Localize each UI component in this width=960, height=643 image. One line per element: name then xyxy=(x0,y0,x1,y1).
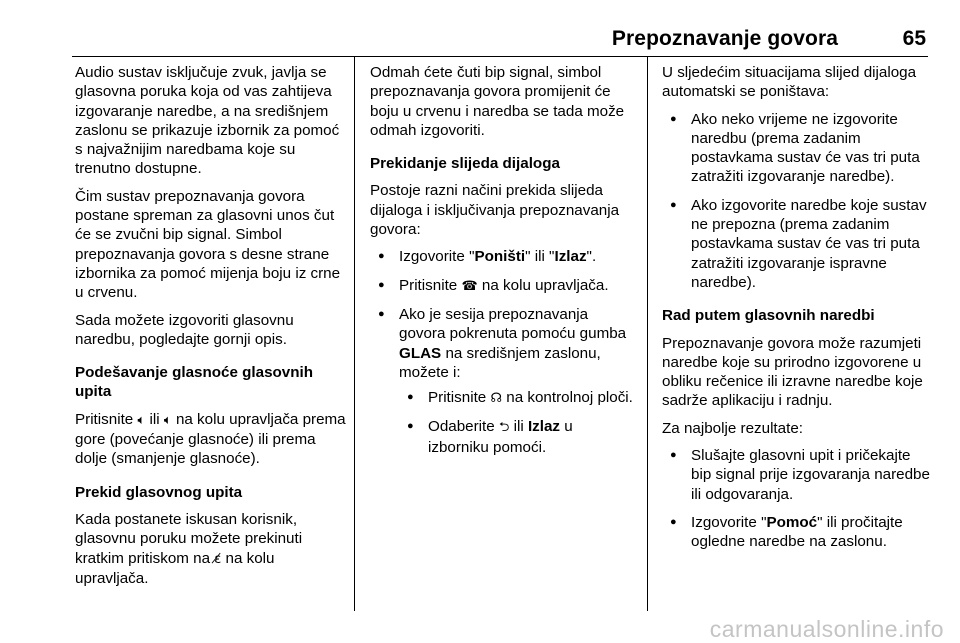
sub-bullet-list xyxy=(399,388,636,457)
list-item: ● Slušajte glasovni upit i pričekajte bip signal prije izgovaranja naredbe ili odgovaranja. xyxy=(662,446,930,504)
column-divider xyxy=(647,56,648,611)
section-heading: Podešavanje glasnoće glasovnih upita xyxy=(75,364,314,401)
section-heading: Prekidanje slijeda dijaloga xyxy=(370,155,560,173)
list-item: ● Odaberite ⮌ ili Izlaz u izborniku pomoći. xyxy=(399,417,636,457)
paragraph: Postoje razni načini prekida slijeda dijaloga i isključivanja prepoznavanja govora: xyxy=(370,182,620,239)
list-item: ● Izgovorite "Poništi" ili "Izlaz". xyxy=(370,247,636,266)
paragraph: Kada postanete iskusan korisnik, glasovnu poruku možete prekinuti kratkim pritiskom na ɛ̸ na kolu upravljača. xyxy=(75,510,303,587)
page-title: Prepoznavanje govora xyxy=(611,27,838,50)
list-item: ● Ako neko vrijeme ne izgovorite naredbu (prema zadanim postavkama sustav će vas tri puta zatražiti izgovaranje naredbe). xyxy=(662,110,930,187)
section-heading: Prekid glasovnog upita xyxy=(75,483,243,501)
column-middle xyxy=(370,63,636,466)
column-right xyxy=(662,63,930,561)
paragraph: Odmah ćete čuti bip signal, simbol prepoznavanja govora promijenit će boju u crvenu i naredba se tada može odmah izgovoriti. xyxy=(370,64,625,139)
bullet-list xyxy=(370,247,636,457)
column-divider xyxy=(354,56,355,611)
bullet-list xyxy=(662,110,930,293)
back-icon: ⮌ xyxy=(498,420,510,436)
paragraph: Sada možete izgovoriti glasovnu naredbu, pogledajte gornji opis. xyxy=(75,311,294,348)
list-item: ● Ako izgovorite naredbe koje sustav ne prepozna (prema zadanim postavkama sustav će vas tri puta zatražiti izgovaranje ispravne naredbe). xyxy=(662,196,930,292)
hang-up-icon: ☎︎ xyxy=(461,278,478,294)
watermark: carmanualsonline.info xyxy=(709,616,944,642)
voice-icon: ɛ̸ xyxy=(214,551,222,567)
paragraph: Za najbolje rezultate: xyxy=(662,419,803,437)
list-item: ● Pritisnite ☊ na kontrolnoj ploči. xyxy=(399,388,636,408)
paragraph: Audio sustav isključuje zvuk, javlja se glasovna poruka koja od vas zahtijeva izgovaranje naredbe, a na središnjem zaslonu se prikazuje izbornik za pomoć s najvažnijim naredbama koje su trenutno dostupne. xyxy=(75,64,340,178)
paragraph: Pritisnite 🔈︎ ili 🔈︎ na kolu upravljača prema gore (povećanje glasnoće) ili prema dolje (smanjenje glasnoće). xyxy=(75,410,346,468)
list-item: ● Pritisnite ☎︎ na kolu upravljača. xyxy=(370,276,636,296)
bullet-list xyxy=(662,446,930,551)
list-item: ● Izgovorite "Pomoć" ili pročitajte ogledne naredbe na zaslonu. xyxy=(662,513,930,552)
paragraph: Čim sustav prepoznavanja govora postane spreman za glasovni unos čut će se zvučni bip signal. Simbol prepoznavanja govora s desne strane izbornika za pomoć mijenja boju iz crne u crvenu. xyxy=(75,187,341,302)
paragraph: U sljedećim situacijama slijed dijaloga automatski se poništava: xyxy=(662,64,917,101)
column-left xyxy=(75,63,347,596)
page-header xyxy=(72,0,928,57)
volume-up-icon: 🔈︎ xyxy=(137,412,146,428)
voice-panel-icon: ☊ xyxy=(490,391,503,407)
page-number: 65 xyxy=(902,27,926,50)
list-item: ● Ako je sesija prepoznavanja govora pokrenuta pomoću gumba GLAS na središnjem zaslonu, možete i: ● Pritisnite ☊ na kontrolnoj ploči. ● Odaberite ⮌ ili Izlaz u izborniku pomoći. xyxy=(370,305,636,457)
section-heading: Rad putem glasovnih naredbi xyxy=(662,307,875,325)
volume-down-icon: 🔈︎ xyxy=(163,412,172,428)
paragraph: Prepoznavanje govora može razumjeti naredbe koje su prirodno izgovorene u obliku rečenice ili izravne naredbe koje sadrže aplikaciju i radnju. xyxy=(662,334,923,410)
